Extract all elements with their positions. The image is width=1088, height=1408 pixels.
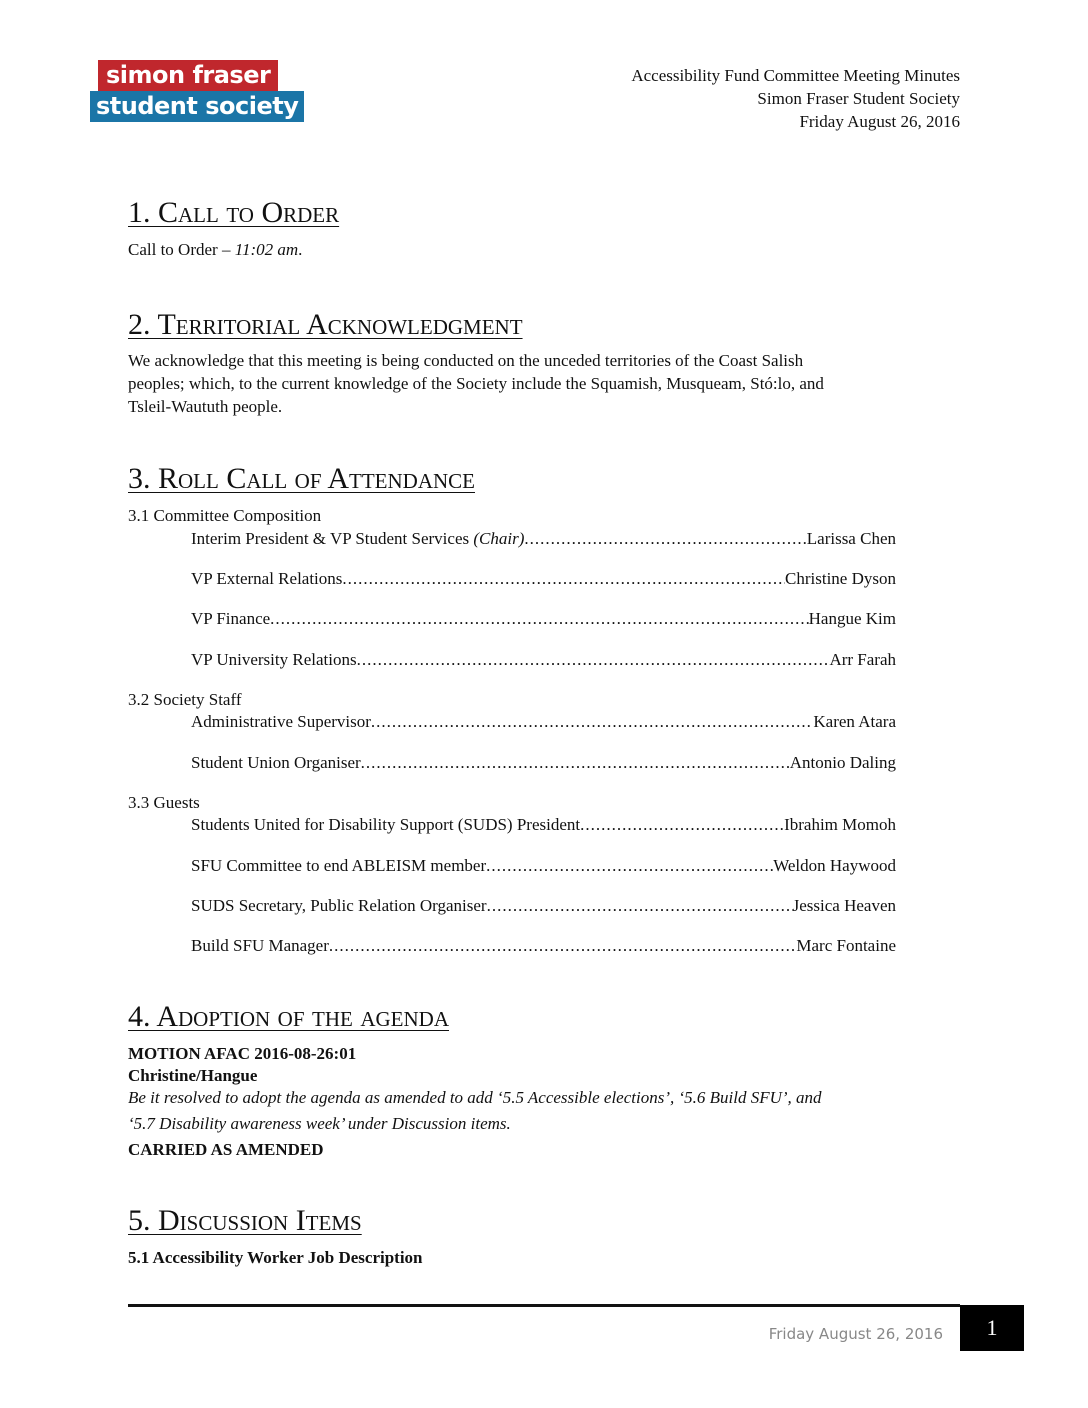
header-title: Accessibility Fund Committee Meeting Minutes [631, 66, 960, 85]
acknowledgment-line-3: Tsleil-Waututh people. [128, 397, 283, 416]
attendee-role: Build SFU Manager [191, 936, 329, 955]
attendee-role: Interim President & VP Student Services (Chair) [191, 529, 525, 548]
attendee-role: VP University Relations [191, 650, 357, 669]
attendance-row [191, 567, 896, 590]
motion-number: MOTION AFAC 2016-08-26:01 [128, 1044, 357, 1063]
call-to-order-end: . [298, 240, 303, 259]
call-to-order-time: 11:02 am [234, 240, 299, 259]
attendee-role: Student Union Organiser [191, 753, 361, 772]
leader-dots [524, 527, 806, 550]
attendance-row [191, 648, 896, 671]
attendee-name: Jessica Heaven [792, 896, 896, 915]
leader-dots [361, 751, 790, 774]
motion-text-line-2: ‘5.7 Disability awareness week’ under Discussion items. [128, 1114, 511, 1133]
leader-dots [487, 894, 793, 917]
attendee-name: Larissa Chen [806, 529, 896, 548]
acknowledgment-line-1: We acknowledge that this meeting is being conducted on the unceded territories of the Coast Salish [128, 351, 804, 370]
call-to-order-label: Call to Order – [128, 240, 235, 259]
header-org: Simon Fraser Student Society [757, 89, 960, 108]
attendance-row [191, 527, 896, 550]
attendee-name: Marc Fontaine [796, 936, 896, 955]
attendee-role: SUDS Secretary, Public Relation Organiser [191, 896, 487, 915]
section-1-heading: 1. Call to Order [128, 196, 340, 229]
attendance-row [191, 751, 896, 774]
sfss-logo [90, 60, 304, 122]
footer-divider [128, 1304, 960, 1307]
attendee-name: Arr Farah [829, 650, 896, 669]
leader-dots [371, 710, 814, 733]
document-header [631, 64, 960, 133]
attendance-row [191, 607, 896, 630]
attendee-role: Administrative Supervisor [191, 712, 371, 731]
attendee-name: Karen Atara [813, 712, 896, 731]
call-to-order-line [128, 238, 302, 261]
section-3-heading: 3. Roll Call of Attendance [128, 462, 475, 495]
leader-dots [486, 854, 773, 877]
attendance-row [191, 813, 896, 836]
leader-dots [270, 607, 808, 630]
acknowledgment-line-2: peoples; which, to the current knowledge of the Society include the Squamish, Musqueam, Stó:lo, and [128, 374, 824, 393]
logo-line-1: simon fraser [98, 60, 278, 91]
attendee-role: VP Finance [191, 609, 271, 628]
footer-date: Friday August 26, 2016 [768, 1325, 943, 1343]
subsection-committee-composition: 3.1 Committee Composition [128, 506, 322, 525]
page-number: 1 [960, 1305, 1024, 1351]
section-5-heading: 5. Discussion Items [128, 1204, 362, 1237]
attendee-name: Christine Dyson [785, 569, 896, 588]
logo-line-2: student society [90, 91, 304, 122]
motion-movers: Christine/Hangue [128, 1066, 258, 1085]
attendee-name: Hangue Kim [808, 609, 896, 628]
header-date: Friday August 26, 2016 [799, 112, 960, 131]
subsection-accessibility-worker: 5.1 Accessibility Worker Job Description [128, 1248, 423, 1267]
attendee-role: VP External Relations [191, 569, 343, 588]
attendee-name: Ibrahim Momoh [784, 815, 896, 834]
attendance-row [191, 894, 896, 917]
leader-dots [329, 934, 797, 957]
leader-dots [357, 648, 830, 671]
attendance-row [191, 854, 896, 877]
attendee-name: Weldon Haywood [773, 856, 896, 875]
motion-result: CARRIED AS AMENDED [128, 1140, 324, 1159]
attendance-row [191, 934, 896, 957]
leader-dots [580, 813, 784, 836]
subsection-society-staff: 3.2 Society Staff [128, 690, 242, 709]
attendee-name: Antonio Daling [789, 753, 896, 772]
leader-dots [342, 567, 785, 590]
subsection-guests: 3.3 Guests [128, 793, 200, 812]
motion-text-line-1: Be it resolved to adopt the agenda as amended to add ‘5.5 Accessible elections’, ‘5.6 Build SFU’, and [128, 1088, 822, 1107]
chair-note: (Chair) [473, 529, 525, 548]
attendance-row [191, 710, 896, 733]
attendee-role: SFU Committee to end ABLEISM member [191, 856, 487, 875]
attendee-role: Students United for Disability Support (SUDS) President [191, 815, 581, 834]
section-2-heading: 2. Territorial Acknowledgment [128, 308, 523, 341]
section-4-heading: 4. Adoption of the agenda [128, 1000, 449, 1033]
